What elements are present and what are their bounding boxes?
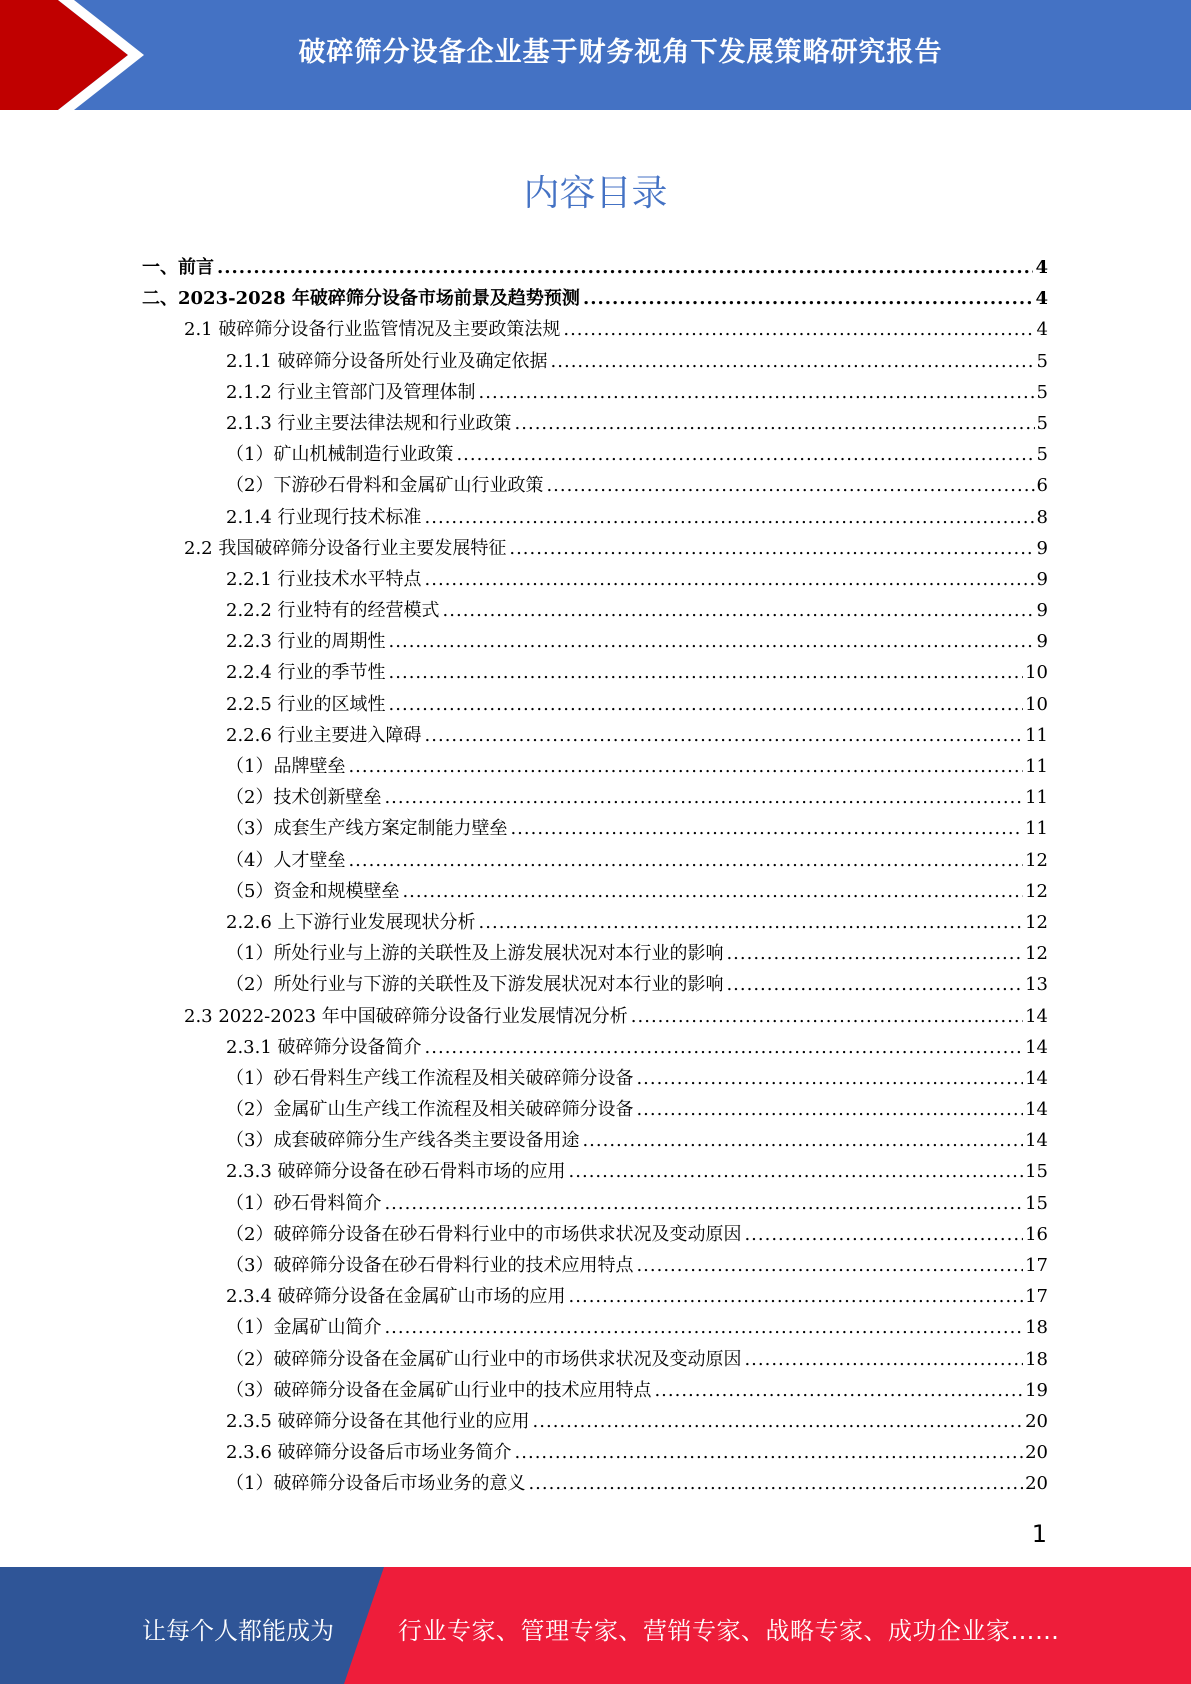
toc-entry[interactable] <box>226 783 1048 814</box>
toc-entry-title: 2.3.1 破碎筛分设备简介 <box>226 1036 422 1058</box>
toc-entry-page: 5 <box>1036 350 1048 372</box>
toc-dot-leader <box>479 382 1035 403</box>
toc-entry-title: 2.2.4 行业的季节性 <box>226 662 386 684</box>
toc-entry-title: 2.1.3 行业主要法律法规和行业政策 <box>226 412 512 434</box>
toc-entry[interactable] <box>226 752 1048 783</box>
toc-entry-title: 二、2023-2028 年破碎筛分设备市场前景及趋势预测 <box>142 288 580 310</box>
toc-entry[interactable] <box>226 565 1048 596</box>
toc-dot-leader <box>569 1161 1024 1182</box>
toc-entry-title: 2.1.1 破碎筛分设备所处行业及确定依据 <box>226 350 548 372</box>
toc-entry[interactable] <box>226 1251 1048 1282</box>
toc-entry[interactable] <box>184 534 1048 565</box>
toc-dot-leader <box>515 413 1035 434</box>
toc-entry-page: 10 <box>1025 662 1048 684</box>
toc-entry-title: （1）所处行业与上游的关联性及上游发展状况对本行业的影响 <box>226 943 724 965</box>
toc-entry-page: 5 <box>1036 381 1048 403</box>
toc-entry-page: 4 <box>1035 257 1048 278</box>
toc-entry[interactable] <box>226 1189 1048 1220</box>
toc-dot-leader <box>744 1224 1023 1245</box>
toc-entry[interactable] <box>226 970 1048 1001</box>
toc-entry-page: 11 <box>1025 724 1048 746</box>
toc-entry-title: （1）砂石骨料生产线工作流程及相关破碎筛分设备 <box>226 1067 634 1089</box>
toc-entry[interactable] <box>226 1126 1048 1157</box>
toc-dot-leader <box>425 569 1035 590</box>
toc-entry-page: 10 <box>1025 693 1048 715</box>
toc-entry-page: 12 <box>1025 880 1048 902</box>
toc-dot-leader <box>509 538 1034 559</box>
toc-entry[interactable] <box>226 690 1048 721</box>
toc-dot-leader <box>551 351 1035 372</box>
toc-entry[interactable] <box>226 409 1048 440</box>
toc-entry[interactable] <box>184 1002 1048 1033</box>
toc-entry-title: 2.2.1 行业技术水平特点 <box>226 568 422 590</box>
toc-dot-leader <box>510 818 1023 839</box>
toc-entry-title: （1）破碎筛分设备后市场业务的意义 <box>226 1473 526 1495</box>
toc-heading: 内容目录 <box>523 173 668 214</box>
toc-entry-title: 2.1.2 行业主管部门及管理体制 <box>226 381 476 403</box>
toc-entry[interactable] <box>226 1157 1048 1188</box>
toc-entry-page: 14 <box>1025 1099 1048 1121</box>
toc-entry-title: （1）金属矿山简介 <box>226 1317 382 1339</box>
toc-entry-page: 4 <box>1036 319 1048 341</box>
report-title: 破碎筛分设备企业基于财务视角下发展策略研究报告 <box>298 37 943 68</box>
toc-entry-title: （3）破碎筛分设备在砂石骨料行业的技术应用特点 <box>226 1255 634 1276</box>
toc-dot-leader <box>583 288 1034 309</box>
toc-entry-title: 2.3.5 破碎筛分设备在其他行业的应用 <box>226 1410 530 1432</box>
toc-dot-leader <box>726 943 1023 964</box>
toc-entry-page: 12 <box>1025 849 1048 871</box>
toc-entry-page: 20 <box>1025 1473 1048 1495</box>
toc-entry-title: 2.2.3 行业的周期性 <box>226 631 386 653</box>
toc-dot-leader <box>515 1442 1024 1463</box>
toc-dot-leader <box>425 725 1024 746</box>
toc-entry[interactable] <box>184 315 1048 346</box>
toc-entry-page: 14 <box>1025 1005 1048 1027</box>
header-banner <box>0 0 1191 110</box>
toc-entry-page: 19 <box>1025 1379 1048 1401</box>
toc-entry[interactable] <box>226 721 1048 752</box>
table-of-contents <box>0 253 1191 1501</box>
toc-entry[interactable] <box>226 908 1048 939</box>
toc-dot-leader <box>389 662 1024 683</box>
toc-entry-title: 2.2.6 上下游行业发展现状分析 <box>226 911 476 933</box>
toc-dot-leader <box>654 1380 1023 1401</box>
toc-entry-title: 一、前言 <box>142 257 214 278</box>
toc-entry-page: 15 <box>1025 1192 1048 1214</box>
toc-entry-title: 2.1.4 行业现行技术标准 <box>226 506 422 528</box>
toc-entry[interactable] <box>226 378 1048 409</box>
toc-entry-page: 9 <box>1036 631 1048 653</box>
toc-dot-leader <box>569 1286 1024 1307</box>
toc-entry[interactable] <box>226 814 1048 845</box>
toc-entry[interactable] <box>226 1220 1048 1251</box>
toc-dot-leader <box>384 1317 1023 1338</box>
toc-dot-leader <box>528 1473 1023 1494</box>
toc-dot-leader <box>217 257 1033 278</box>
toc-entry-page: 4 <box>1035 288 1048 310</box>
footer-slogan-right: 行业专家、管理专家、营销专家、战略专家、成功企业家…… <box>398 1617 1060 1645</box>
toc-entry-title: 2.3.3 破碎筛分设备在砂石骨料市场的应用 <box>226 1161 566 1183</box>
toc-entry-page: 15 <box>1025 1161 1048 1183</box>
toc-entry[interactable] <box>226 1064 1048 1095</box>
toc-entry-title: 2.1 破碎筛分设备行业监管情况及主要政策法规 <box>184 319 561 341</box>
toc-dot-leader <box>636 1068 1023 1089</box>
toc-entry-page: 12 <box>1025 911 1048 933</box>
toc-dot-leader <box>402 881 1023 902</box>
toc-entry-page: 20 <box>1025 1442 1048 1464</box>
toc-dot-leader <box>425 507 1035 528</box>
toc-entry[interactable] <box>226 939 1048 970</box>
toc-entry-title: 2.2 我国破碎筛分设备行业主要发展特征 <box>184 537 507 559</box>
toc-entry-page: 6 <box>1036 475 1048 497</box>
toc-entry-page: 18 <box>1025 1348 1048 1370</box>
toc-entry-title: （2）所处行业与下游的关联性及下游发展状况对本行业的影响 <box>226 974 724 996</box>
toc-entry-title: （3）成套生产线方案定制能力壁垒 <box>226 818 508 840</box>
toc-entry[interactable] <box>226 503 1048 534</box>
toc-entry-title: （5）资金和规模壁垒 <box>226 880 400 902</box>
toc-entry-page: 14 <box>1025 1067 1048 1089</box>
toc-dot-leader <box>384 1193 1023 1214</box>
toc-dot-leader <box>348 850 1023 871</box>
toc-entry-page: 17 <box>1025 1255 1048 1276</box>
toc-entry-title: 2.2.2 行业特有的经营模式 <box>226 600 440 622</box>
toc-entry[interactable] <box>226 1438 1048 1469</box>
toc-entry-page: 8 <box>1036 506 1048 528</box>
footer-slogan-left: 让每个人都能成为 <box>142 1617 334 1645</box>
toc-entry[interactable] <box>226 440 1048 471</box>
toc-entry-page: 13 <box>1025 974 1048 996</box>
toc-entry-title: 2.3 2022-2023 年中国破碎筛分设备行业发展情况分析 <box>184 1005 628 1027</box>
toc-entry[interactable] <box>226 1407 1048 1438</box>
toc-entry-title: 2.2.5 行业的区域性 <box>226 693 386 715</box>
toc-entry[interactable] <box>226 877 1048 908</box>
toc-entry-title: （2）破碎筛分设备在金属矿山行业中的市场供求状况及变动原因 <box>226 1348 742 1370</box>
toc-entry[interactable] <box>226 596 1048 627</box>
toc-dot-leader <box>348 756 1023 777</box>
toc-dot-leader <box>479 912 1024 933</box>
toc-dot-leader <box>389 631 1035 652</box>
toc-entry[interactable] <box>226 1313 1048 1344</box>
toc-entry-title: （1）品牌壁垒 <box>226 756 346 777</box>
toc-entry-title: （2）技术创新壁垒 <box>226 787 382 809</box>
toc-entry[interactable] <box>226 1376 1048 1407</box>
toc-entry[interactable] <box>226 1345 1048 1376</box>
toc-dot-leader <box>533 1411 1024 1432</box>
toc-entry-page: 5 <box>1036 412 1048 434</box>
toc-entry-title: （1）砂石骨料简介 <box>226 1192 382 1214</box>
page-number: 1 <box>1031 1520 1047 1548</box>
toc-entry[interactable] <box>226 1033 1048 1064</box>
toc-entry[interactable] <box>142 253 1048 284</box>
toc-dot-leader <box>456 444 1034 465</box>
toc-entry-page: 18 <box>1025 1317 1048 1339</box>
footer-banner <box>0 1567 1191 1684</box>
toc-entry[interactable] <box>226 471 1048 502</box>
toc-entry-page: 9 <box>1036 600 1048 622</box>
toc-dot-leader <box>425 1037 1024 1058</box>
toc-dot-leader <box>582 1130 1023 1151</box>
toc-entry-page: 9 <box>1036 568 1048 590</box>
toc-entry-page: 17 <box>1025 1286 1048 1308</box>
toc-entry-title: （2）下游砂石骨料和金属矿山行业政策 <box>226 475 544 497</box>
toc-entry-page: 14 <box>1025 1036 1048 1058</box>
toc-entry-page: 11 <box>1025 756 1048 777</box>
toc-entry-page: 9 <box>1036 537 1048 559</box>
toc-entry-title: （3）成套破碎筛分生产线各类主要设备用途 <box>226 1130 580 1152</box>
toc-entry[interactable] <box>142 284 1048 315</box>
toc-dot-leader <box>563 319 1034 340</box>
toc-entry-page: 20 <box>1025 1410 1048 1432</box>
toc-entry-title: （2）破碎筛分设备在砂石骨料行业中的市场供求状况及变动原因 <box>226 1223 742 1245</box>
toc-dot-leader <box>443 600 1035 621</box>
toc-entry-page: 5 <box>1036 444 1048 466</box>
toc-entry-title: 2.3.4 破碎筛分设备在金属矿山市场的应用 <box>226 1286 566 1308</box>
toc-entry[interactable] <box>226 347 1048 378</box>
toc-entry[interactable] <box>226 1095 1048 1126</box>
toc-dot-leader <box>744 1349 1023 1370</box>
toc-entry-page: 11 <box>1025 818 1048 840</box>
toc-entry[interactable] <box>226 627 1048 658</box>
toc-entry-page: 16 <box>1025 1223 1048 1245</box>
toc-entry-title: （2）金属矿山生产线工作流程及相关破碎筛分设备 <box>226 1099 634 1121</box>
toc-entry[interactable] <box>226 1282 1048 1313</box>
toc-dot-leader <box>636 1099 1023 1120</box>
toc-entry-page: 12 <box>1025 943 1048 965</box>
toc-entry-title: （1）矿山机械制造行业政策 <box>226 444 454 466</box>
toc-dot-leader <box>389 694 1024 715</box>
toc-dot-leader <box>631 1006 1023 1027</box>
toc-entry-page: 11 <box>1025 787 1048 809</box>
toc-entry-title: 2.3.6 破碎筛分设备后市场业务简介 <box>226 1442 512 1464</box>
toc-entry[interactable] <box>226 658 1048 689</box>
toc-entry[interactable] <box>226 1469 1048 1500</box>
toc-dot-leader <box>384 787 1023 808</box>
toc-dot-leader <box>726 974 1023 995</box>
toc-entry[interactable] <box>226 846 1048 877</box>
toc-dot-leader <box>636 1255 1023 1276</box>
toc-entry-title: （4）人才壁垒 <box>226 849 346 871</box>
toc-dot-leader <box>546 475 1034 496</box>
toc-entry-title: 2.2.6 行业主要进入障碍 <box>226 724 422 746</box>
toc-entry-page: 14 <box>1025 1130 1048 1152</box>
toc-entry-title: （3）破碎筛分设备在金属矿山行业中的技术应用特点 <box>226 1379 652 1401</box>
